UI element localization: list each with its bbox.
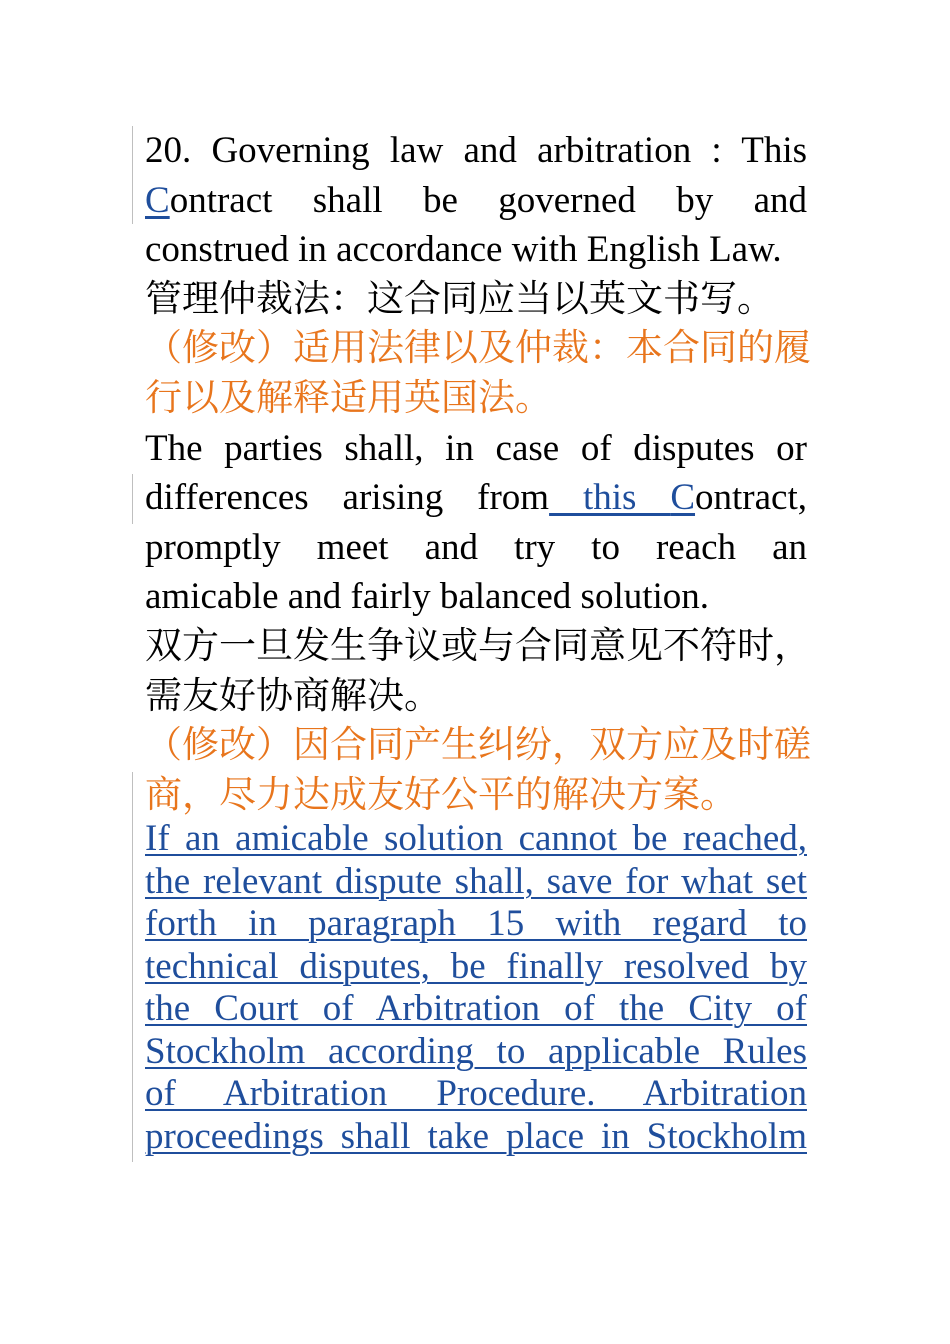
tracked-insertion: C <box>145 179 170 221</box>
revision-line: 行以及解释适用英国法。 <box>145 377 552 419</box>
inserted-line: the relevant dispute shall, save for what set <box>145 860 807 902</box>
revision-line: 商，尽力达成友好公平的解决方案。 <box>145 774 737 816</box>
inserted-line: of Arbitration Procedure. Arbitration <box>145 1073 807 1115</box>
text-line: construed in accordance with English Law. <box>145 229 782 271</box>
document-body <box>145 126 811 1158</box>
revision-line: （修改）适用法律以及仲裁：本合同的履 <box>145 328 811 370</box>
text-line <box>145 176 807 226</box>
inserted-line: proceedings shall take place in Stockholm <box>145 1115 807 1157</box>
text-line: 双方一旦发生争议或与合同意见不符时， <box>145 625 811 667</box>
inserted-line: Stockholm according to applicable Rules <box>145 1030 807 1072</box>
text-line: The parties shall, in case of disputes or <box>145 427 807 469</box>
change-bar <box>132 772 133 1162</box>
change-bar <box>132 474 133 524</box>
text-line: 20. Governing law and arbitration : This <box>145 130 807 171</box>
inserted-line: If an amicable solution cannot be reached, <box>145 818 807 860</box>
text-line: 管理仲裁法：这合同应当以英文书写。 <box>145 278 774 320</box>
text-span: ontract, <box>695 477 807 519</box>
text-line: 需友好协商解决。 <box>145 675 441 717</box>
inserted-paragraph <box>145 818 807 1158</box>
text-line: promptly meet and try to reach an <box>145 526 807 568</box>
inserted-line: forth in paragraph 15 with regard to <box>145 903 807 945</box>
inserted-line: the Court of Arbitration of the City of <box>145 988 807 1030</box>
text-span: ontract shall be governed by and <box>169 179 807 221</box>
text-line: amicable and fairly balanced solution. <box>145 576 710 618</box>
tracked-insertion: this <box>549 477 671 519</box>
revision-line: （修改）因合同产生纠纷，双方应及时磋 <box>145 725 811 767</box>
tracked-insertion: C <box>670 477 696 519</box>
change-bar <box>132 126 133 224</box>
inserted-line: technical disputes, be finally resolved by <box>145 945 807 987</box>
text-span: differences arising from <box>145 477 550 519</box>
text-line <box>145 473 807 523</box>
